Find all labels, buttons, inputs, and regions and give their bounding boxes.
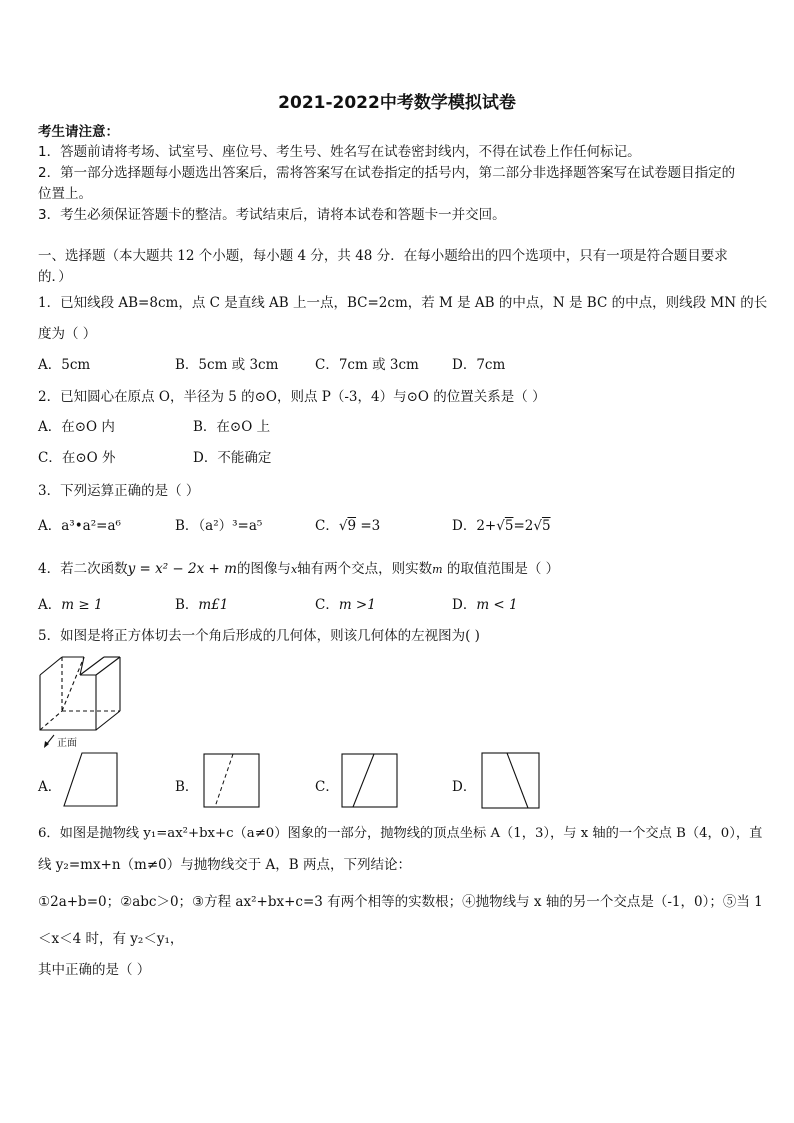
q3-option-b	[175, 514, 262, 534]
notice-item-3: 3．考生必须保证答题卡的整洁。考试结束后，请将本试卷和答题卡一并交回。	[38, 207, 506, 223]
q2-stem: 2．已知圆心在原点 O，半径为 5 的⊙O，则点 P（-3，4）与⊙O 的位置关系是（ ）	[38, 389, 546, 405]
q1-option-b: B．5cm 或 3cm	[175, 357, 279, 373]
q6-stem-line3: ①2a+b=0；②abc＞0；③方程 ax²+bx+c=3 有两个相等的实数根；④抛物线与 x 轴的另一个交点是（-1，0）；⑤当 1	[38, 894, 763, 910]
q5-stem: 5．如图是将正方体切去一个角后形成的几何体，则该几何体的左视图为( )	[38, 628, 480, 644]
q4-stem-mid2: 轴有两个交点，则实数	[297, 561, 433, 577]
q6-stem-line5: 其中正确的是（ ）	[38, 962, 151, 978]
front-label: 正面	[57, 738, 77, 749]
q2-option-d: D．不能确定	[193, 450, 272, 466]
q3-option-a-expr: a³•a²=a⁶	[61, 518, 121, 534]
square-right-diagonal-view	[481, 752, 541, 810]
q3-option-c-rest: =3	[356, 518, 381, 534]
q4-option-c-label: C．	[315, 597, 339, 613]
square-dashed-diagonal-view	[203, 753, 261, 809]
truncated-cube-diagram	[34, 655, 134, 749]
q4-option-d-expr: m < 1	[476, 597, 518, 613]
square-solid-diagonal-view	[341, 753, 399, 809]
q4-stem-mid: 的图像与	[236, 561, 291, 577]
q1-stem-line1: 1．已知线段 AB=8cm，点 C 是直线 AB 上一点，BC=2cm，若 M 是 AB 的中点，N 是 BC 的中点，则线段 MN 的长	[38, 295, 768, 311]
q4-option-a-expr: m ≥ 1	[61, 597, 103, 613]
q3-option-d-radicand-2: 5	[541, 518, 551, 534]
q3-option-c	[315, 514, 380, 534]
q2-option-a: A．在⊙O 内	[38, 419, 115, 435]
sqrt-icon: √	[496, 518, 505, 534]
q5-option-c-label: C．	[315, 779, 339, 795]
q4-var-m: m	[432, 563, 443, 576]
q3-option-d-label: D．	[452, 518, 477, 534]
q4-stem-pre: 4．若二次函数	[38, 561, 128, 577]
q3-option-a-label: A．	[38, 518, 62, 534]
q4-option-a	[38, 593, 103, 613]
q4-var-x: x	[290, 563, 298, 576]
q4-stem	[38, 557, 559, 577]
notice-heading: 考生请注意：	[38, 124, 119, 140]
section-heading-line1: 一、选择题（本大题共 12 个小题，每小题 4 分，共 48 分．在每小题给出的四个选项中，只有一项是符合题目要求	[38, 248, 728, 264]
q4-option-b	[175, 593, 228, 613]
q3-option-a	[38, 514, 121, 534]
section-heading-line2: 的．）	[38, 269, 72, 285]
q5-option-d-label: D．	[452, 779, 477, 795]
notice-item-2: 2．第一部分选择题每小题选出答案后，需将答案写在试卷指定的括号内，第二部分非选择题答案写在试卷题目指定的	[38, 165, 736, 181]
q4-option-d-label: D．	[452, 597, 477, 613]
q1-option-c: C．7cm 或 3cm	[315, 357, 419, 373]
q4-stem-post: 的取值范围是（ ）	[442, 561, 560, 577]
q4-option-d	[452, 593, 518, 613]
q3-option-c-radicand: 9	[347, 518, 357, 534]
q5-option-b-figure	[203, 753, 261, 809]
q5-option-a-figure	[62, 752, 120, 808]
sqrt-icon: √	[533, 518, 542, 534]
q3-option-d-mid: =2	[513, 518, 534, 534]
q6-stem-line4: ＜x＜4 时，有 y₂＜y₁，	[38, 931, 184, 947]
q4-option-a-label: A．	[38, 597, 62, 613]
q1-option-d: D．7cm	[452, 357, 506, 373]
q5-option-b-label: B．	[175, 779, 199, 795]
q4-option-b-expr: m£1	[198, 597, 229, 613]
q5-option-d-figure	[481, 752, 541, 810]
q4-formula: y = x² − 2x + m	[127, 561, 237, 577]
notice-item-2-cont: 位置上。	[38, 186, 92, 202]
sqrt-icon: √	[338, 518, 348, 534]
q3-option-b-label: B．	[175, 518, 199, 534]
page-title: 2021-2022中考数学模拟试卷	[278, 93, 516, 113]
q4-option-c-expr: m >1	[338, 597, 376, 613]
q6-stem-line2: 线 y₂=mx+n（m≠0）与抛物线交于 A，B 两点，下列结论：	[38, 857, 412, 873]
q3-option-d	[452, 514, 551, 534]
q5-option-c-figure	[341, 753, 399, 809]
q6-stem-line1: 6．如图是抛物线 y₁=ax²+bx+c（a≠0）图象的一部分，抛物线的顶点坐标 A（1，3），与 x 轴的一个交点 B（4，0），直	[38, 826, 763, 841]
q4-option-b-label: B．	[175, 597, 199, 613]
q4-option-c	[315, 593, 376, 613]
trapezoid-view	[62, 752, 120, 808]
q2-option-c: C．在⊙O 外	[38, 450, 116, 466]
q3-stem: 3．下列运算正确的是（ ）	[38, 483, 200, 499]
q5-cube-figure	[34, 655, 134, 749]
q2-option-b: B．在⊙O 上	[193, 419, 271, 435]
q5-option-a-label: A．	[38, 779, 62, 795]
q3-option-d-radicand-1: 5	[504, 518, 514, 534]
q1-stem-line2: 度为（ ）	[38, 326, 97, 342]
q3-option-d-pre: 2+	[476, 518, 497, 534]
q1-option-a: A．5cm	[38, 357, 91, 373]
q3-option-c-label: C．	[315, 518, 339, 534]
notice-item-1: 1．答题前请将考场、试室号、座位号、考生号、姓名写在试卷密封线内，不得在试卷上作任何标记。	[38, 144, 641, 160]
q3-option-b-expr: （a²）³=a⁵	[198, 518, 263, 534]
